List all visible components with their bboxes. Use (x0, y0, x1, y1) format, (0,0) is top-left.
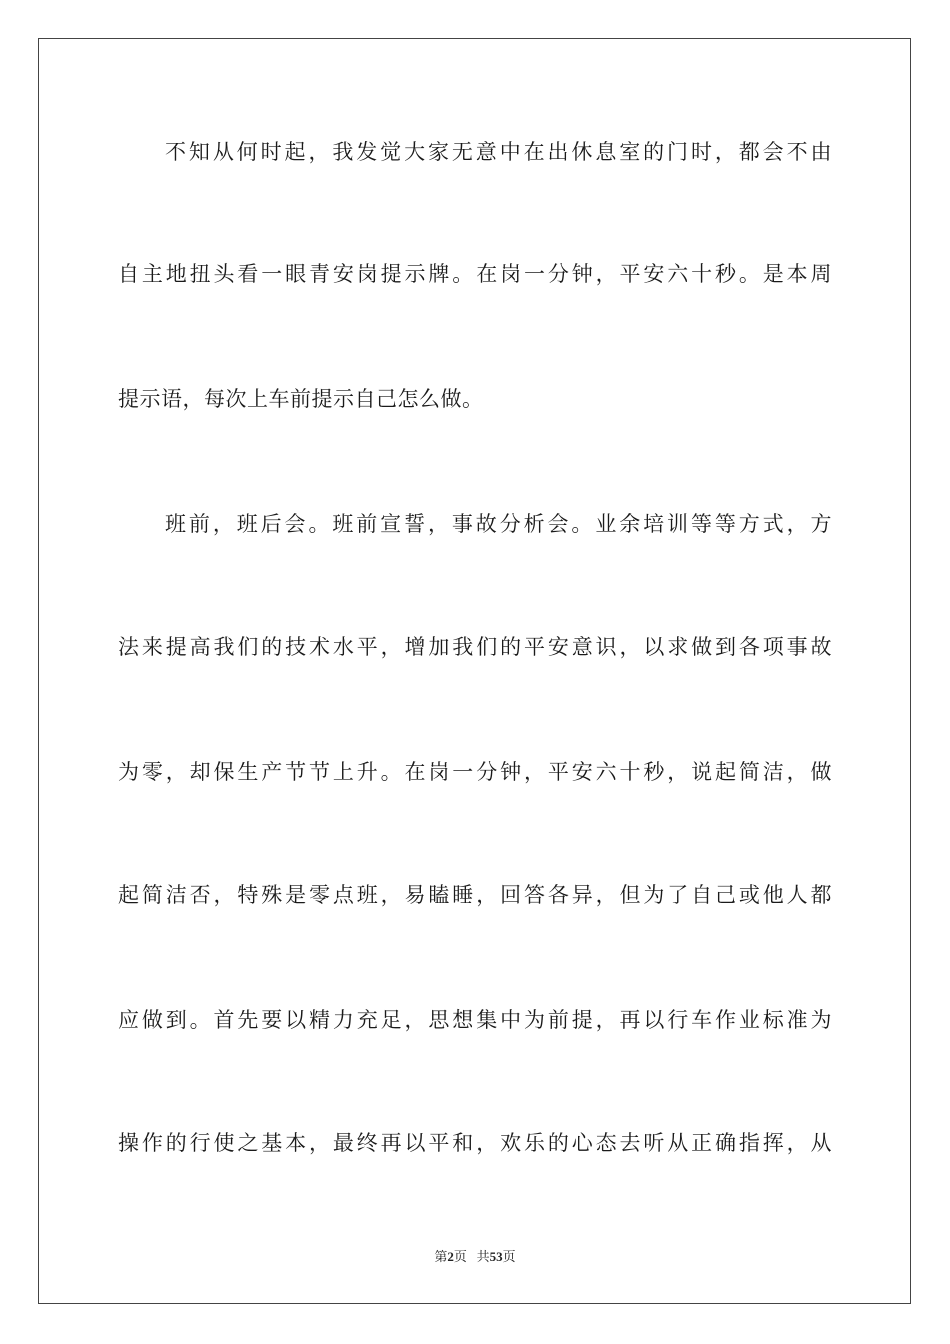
page-footer (0, 1246, 950, 1265)
paragraph-line: 不知从何时起，我发觉大家无意中在出休息室的门时，都会不由 (165, 140, 832, 164)
page-number: 2 (447, 1249, 454, 1264)
paragraph-line: 自主地扭头看一眼青安岗提示牌。在岗一分钟，平安六十秒。是本周 (118, 262, 832, 286)
paragraph-line: 提示语，每次上车前提示自己怎么做。 (118, 387, 484, 411)
footer-prefix: 第 (434, 1249, 448, 1264)
paragraph-line: 班前，班后会。班前宣誓，事故分析会。业余培训等等方式，方 (165, 512, 832, 536)
paragraph-line: 起简洁否，特殊是零点班，易瞌睡，回答各异，但为了自己或他人都 (118, 883, 832, 907)
total-pages: 53 (489, 1249, 503, 1264)
footer-total-prefix: 共 (476, 1249, 490, 1264)
paragraph-line: 法来提高我们的技术水平，增加我们的平安意识，以求做到各项事故 (118, 635, 832, 659)
paragraph-line: 应做到。首先要以精力充足，思想集中为前提，再以行车作业标准为 (118, 1008, 832, 1032)
paragraph-line: 操作的行使之基本，最终再以平和，欢乐的心态去听从正确指挥，从 (118, 1131, 832, 1155)
footer-page-suffix: 页 (453, 1249, 467, 1264)
paragraph-line: 为零，却保生产节节上升。在岗一分钟，平安六十秒，说起简洁，做 (118, 760, 832, 784)
footer-total-suffix: 页 (502, 1249, 516, 1264)
page-border (38, 38, 911, 1304)
